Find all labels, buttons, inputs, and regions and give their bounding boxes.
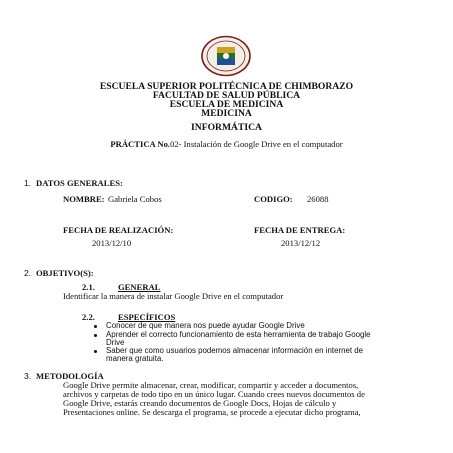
bullet-dot (94, 350, 97, 353)
general-number: 2.1. (82, 282, 95, 292)
date-done-label: FECHA DE REALIZACIÓN: (63, 225, 174, 235)
section-2-title: OBJETIVO(S): (36, 268, 94, 278)
code-value: 26088 (307, 194, 329, 204)
specific-item-3: Saber que como usuarios podemos almacenar información en internet de (106, 346, 364, 355)
practice-line (0, 139, 453, 149)
section-2-number: 2. (24, 268, 32, 278)
section-3-title: METODOLOGÍA (36, 371, 104, 381)
general-title: GENERAL (118, 282, 161, 292)
header-subject: INFORMÁTICA (191, 122, 262, 133)
general-text: Identificar la manera de instalar Google Drive en el computador (63, 291, 284, 301)
header-career: MEDICINA (201, 108, 252, 119)
specific-item-2: Aprender el correcto funcionamiento de esta herramienta de trabajo Google (106, 330, 371, 339)
methodology-line-4: Presentaciones online. Se descarga el programa, se procede a ejecutar dicho programa, (63, 407, 361, 417)
practice-text: 02- Instalación de Google Drive en el computador (170, 139, 343, 149)
name-label: NOMBRE: (63, 194, 105, 204)
university-seal-logo (201, 35, 251, 77)
section-1-title: DATOS GENERALES: (36, 178, 123, 188)
methodology-line-2: archivos y carpetas de todo tipo en un único lugar. Cuando crees nuevos documentos de (63, 389, 365, 399)
bullet-dot (94, 325, 97, 328)
header-faculty: FACULTAD DE SALUD PÚBLICA (152, 90, 301, 101)
bullet-dot (94, 334, 97, 337)
specific-item-3-cont: manera gratuita. (106, 354, 164, 363)
date-due-label: FECHA DE ENTREGA: (254, 225, 346, 235)
section-1-number: 1. (24, 178, 32, 188)
methodology-line-1: Google Drive permite almacenar, crear, modificar, compartir y acceder a documentos, (63, 380, 359, 390)
specific-title: ESPECÍFICOS (118, 312, 176, 322)
date-due-value: 2013/12/12 (281, 238, 321, 248)
section-3-number: 3. (24, 371, 32, 381)
code-label: CODIGO: (254, 194, 293, 204)
specific-item-2-cont: Drive (106, 338, 125, 347)
header-school: ESCUELA DE MEDICINA (169, 99, 284, 110)
name-value: Gabriela Cobos (108, 194, 162, 204)
specific-number: 2.2. (82, 312, 95, 322)
practice-label: PRÁCTICA No. (110, 139, 171, 149)
specific-item-1: Conocer de que manera nos puede ayudar Google Drive (106, 321, 305, 330)
methodology-line-3: Google Drive, estarás creando documentos de Google Docs, Hojas de cálculo y (63, 398, 337, 408)
header-institution: ESCUELA SUPERIOR POLITÉCNICA DE CHIMBORAZO (99, 81, 354, 92)
date-done-value: 2013/12/10 (92, 238, 132, 248)
